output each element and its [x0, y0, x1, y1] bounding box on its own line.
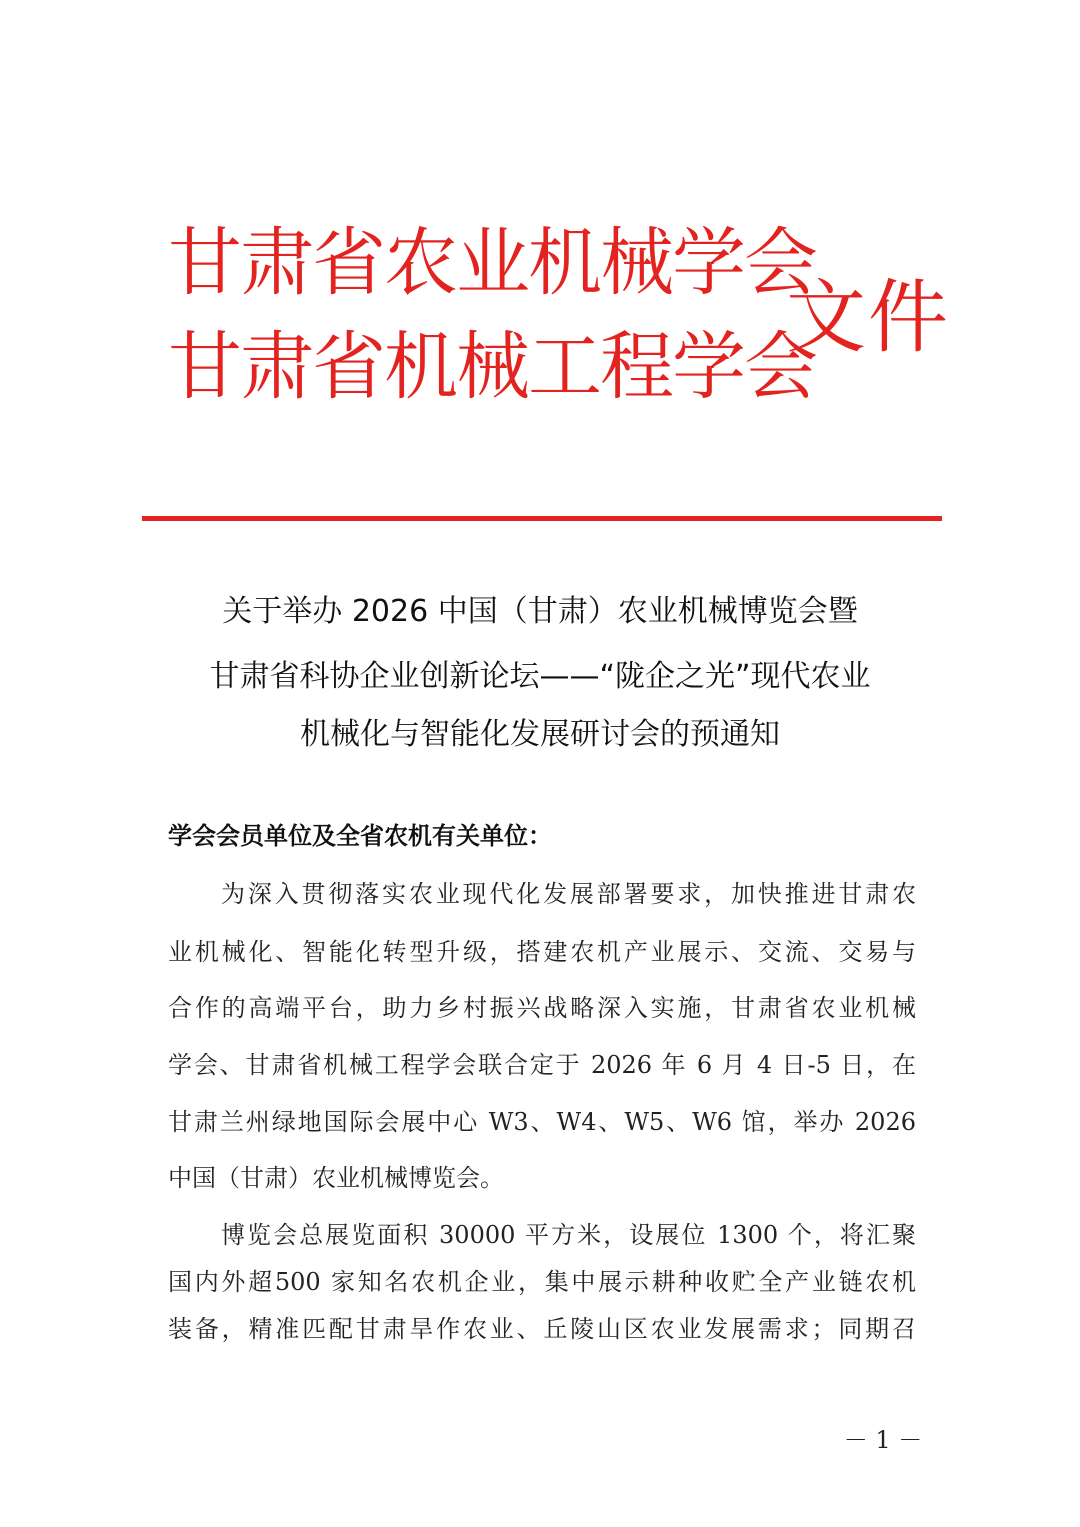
issuing-organization-1: 甘肃省农业机械学会 [168, 220, 816, 306]
document-title-line-2: 甘肃省科协企业创新论坛——“陇企之光”现代农业 [209, 659, 871, 694]
body-line: 甘肃兰州绿地国际会展中心 W3、W4、W5、W6 馆，举办 2026 [168, 1108, 916, 1136]
document-header [168, 218, 968, 418]
body-line: 装备，精准匹配甘肃旱作农业、丘陵山区农业发展需求；同期召 [168, 1315, 916, 1343]
document-title-line-1: 关于举办 2026 中国（甘肃）农业机械博览会暨 [222, 594, 858, 629]
body-line: 业机械化、智能化转型升级，搭建农机产业展示、交流、交易与 [168, 938, 916, 966]
body-line: 合作的高端平台，助力乡村振兴战略深入实施，甘肃省农业机械 [168, 994, 916, 1022]
body-line: 博览会总展览面积 30000 平方米，设展位 1300 个，将汇聚 [221, 1221, 916, 1249]
body-line: 国内外超500 家知名农机企业，集中展示耕种收贮全产业链农机 [168, 1268, 916, 1296]
body-line: 学会、甘肃省机械工程学会联合定于 2026 年 6 月 4 日-5 日，在 [168, 1051, 916, 1079]
body-line: 为深入贯彻落实农业现代化发展部署要求，加快推进甘肃农 [221, 880, 916, 908]
body-line: 中国（甘肃）农业机械博览会。 [168, 1164, 504, 1192]
issuing-organization-2: 甘肃省机械工程学会 [168, 324, 816, 410]
document-title-line-3: 机械化与智能化发展研讨会的预通知 [300, 717, 780, 752]
header-red-divider [142, 516, 942, 521]
salutation: 学会会员单位及全省农机有关单位： [168, 822, 552, 850]
page-number: － 1 － [843, 1426, 923, 1454]
document-type-label: 文件 [786, 271, 950, 364]
